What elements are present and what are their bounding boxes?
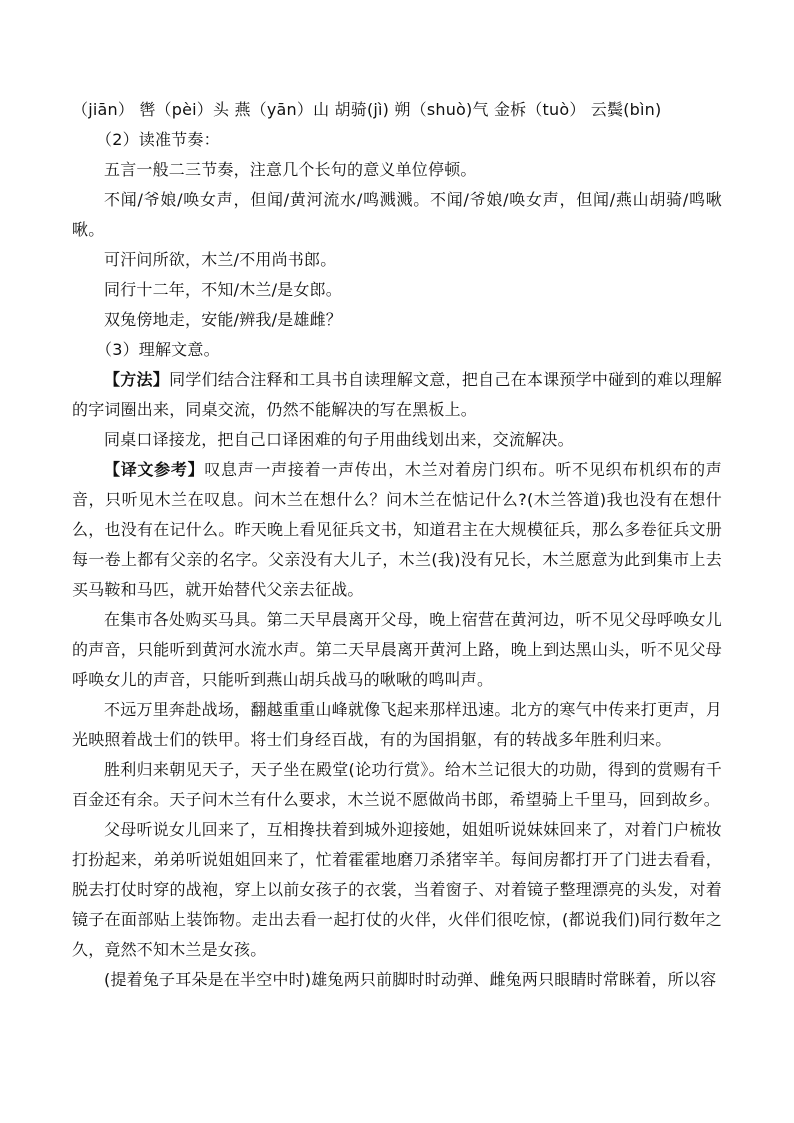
rhythm-example: 可汗问所欲，木兰/不用尚书郎。	[104, 250, 337, 269]
pair-task: 同桌口译接龙，把自己口译困难的句子用曲线划出来，交流解决。	[104, 430, 574, 449]
method-paragraph	[72, 365, 722, 425]
heading-rhythm: （2）读准节奏：	[96, 130, 220, 149]
rhythm-example: 双兔傍地走，安能/辨我/是雄雌？	[104, 310, 342, 329]
translation-paragraph: 在集市各处购买马具。第二天早晨离开父母，晚上宿营在黄河边，听不见父母呼唤女儿的声音，只能听到黄河水流水声。第二天早晨离开黄河上路，晚上到达黑山头，听不见父母呼唤女儿的声音，只能听到燕山胡兵战马的啾啾的鸣叫声。	[72, 610, 722, 689]
translation-paragraph: (提着兔子耳朵是在半空中时)雄兔两只前脚时时动弹、雌兔两只眼睛时常眯着，所以容	[104, 970, 717, 989]
rhythm-intro: 五言一般二三节奏，注意几个长句的意义单位停顿。	[104, 160, 477, 179]
heading-meaning: （3）理解文意。	[96, 340, 220, 359]
document-body	[72, 95, 722, 995]
translation-paragraph	[72, 455, 722, 605]
translation-paragraph: 父母听说女儿回来了，互相搀扶着到城外迎接她，姐姐听说妹妹回来了，对着门户梳妆打扮起来，弟弟听说姐姐回来了，忙着霍霍地磨刀杀猪宰羊。每间房都打开了门进去看看，脱去打仗时穿的战袍，穿上以前女孩子的衣裳，当着窗子、对着镜子整理漂亮的头发，对着镜子在面部贴上装饰物。走出去看一起打仗的火伴，火伴们很吃惊，(都说我们)同行数年之久，竟然不知木兰是女孩。	[72, 820, 722, 959]
translation-paragraph: 不远万里奔赴战场，翻越重重山峰就像飞起来那样迅速。北方的寒气中传来打更声，月光映照着战士们的铁甲。将士们身经百战，有的为国捐躯，有的转战多年胜利归来。	[72, 700, 722, 749]
method-tag: 【方法】	[104, 370, 170, 389]
rhythm-example: 同行十二年，不知/木兰/是女郎。	[104, 280, 342, 299]
translation-tag: 【译文参考】	[104, 460, 205, 479]
translation-paragraph: 胜利归来朝见天子，天子坐在殿堂(论功行赏》。给木兰记很大的功勋，得到的赏赐有千百金还有余。天子问木兰有什么要求，木兰说不愿做尚书郎，希望骑上千里马，回到故乡。	[72, 760, 722, 809]
rhythm-example: 不闻/爷娘/唤女声，但闻/黄河流水/鸣溅溅。不闻/爷娘/唤女声，但闻/燕山胡骑/鸣啾啾。	[72, 190, 722, 239]
method-text: 同学们结合注释和工具书自读理解文意，把自己在本课预学中碰到的难以理解的字词圈出来，同桌交流，仍然不能解决的写在黑板上。	[72, 370, 722, 419]
translation-text: 叹息声一声接着一声传出，木兰对着房门织布。听不见织布机织布的声音，只听见木兰在叹息。问木兰在想什么？问木兰在惦记什么?(木兰答道)我也没有在想什么，也没有在记什么。昨天晚上看见征兵文书，知道君主在大规模征兵，那么多卷征兵文册每一卷上都有父亲的名字。父亲没有大儿子，木兰(我)没有兄长，木兰愿意为此到集市上去买马鞍和马匹，就开始替代父亲去征战。	[72, 460, 723, 599]
pinyin-line: （jiān） 辔（pèi）头 燕（yān）山 胡骑(jì) 朔（shuò)气 金柝（tuò） 云鬓(bìn)	[72, 100, 662, 119]
